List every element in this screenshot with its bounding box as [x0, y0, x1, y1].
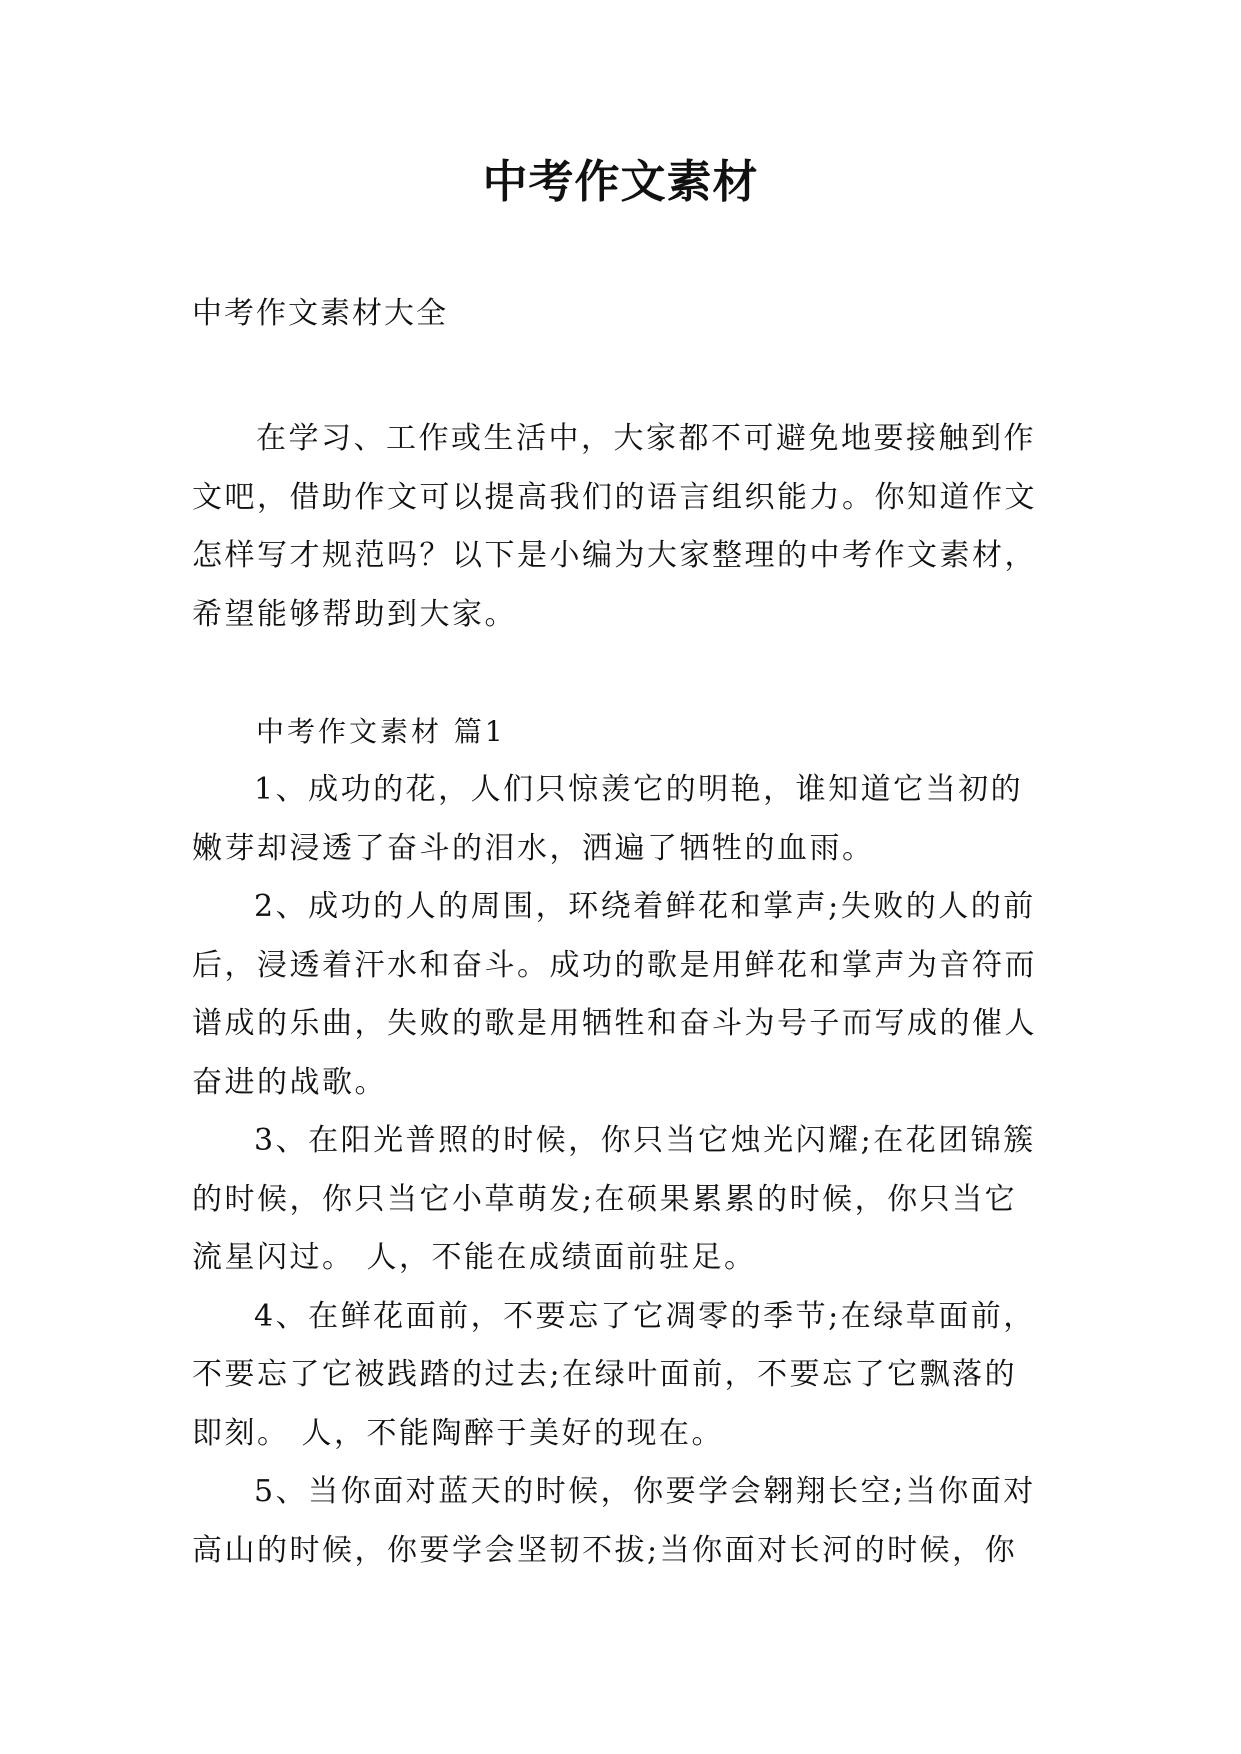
- item-line: 后，浸透着汗水和奋斗。成功的歌是用鲜花和掌声为音符而: [192, 947, 1037, 983]
- intro-paragraph: [192, 410, 1054, 644]
- item-line: 不要忘了它被践踏的过去;在绿叶面前，不要忘了它飘落的: [192, 1357, 1018, 1392]
- document-title: 中考作文素材: [482, 155, 759, 208]
- intro-line: 怎样写才规范吗？以下是小编为大家整理的中考作文素材，: [192, 538, 1037, 573]
- item-line: 5、当你面对蓝天的时候，你要学会翱翔长空;当你面对: [254, 1474, 1036, 1509]
- list-item: [192, 1463, 1054, 1580]
- item-line: 1、成功的花，人们只惊羡它的明艳，谁知道它当初的: [254, 772, 1024, 807]
- item-line: 3、在阳光普照的时候，你只当它烛光闪耀;在花团锦簇: [254, 1123, 1036, 1158]
- list-item: [192, 1112, 1054, 1288]
- paragraph-gap: [192, 644, 1054, 703]
- item-line: 奋进的战歌。: [192, 1064, 387, 1100]
- item-line: 高山的时候，你要学会坚韧不拔;当你面对长河的时候，你: [192, 1532, 1018, 1568]
- list-item: [192, 1288, 1054, 1464]
- section-heading: 中考作文素材 篇1: [256, 714, 506, 748]
- item-line: 谱成的乐曲，失败的歌是用牺牲和奋斗为号子而写成的催人: [192, 1006, 1037, 1041]
- item-line: 的时候，你只当它小草萌发;在硕果累累的时候，你只当它: [192, 1181, 1018, 1217]
- list-item: [192, 761, 1054, 878]
- item-line: 流星闪过。 人，不能在成绩面前驻足。: [192, 1240, 757, 1275]
- item-line: 2、成功的人的周围，环绕着鲜花和掌声;失败的人的前: [254, 889, 1036, 924]
- intro-line: 希望能够帮助到大家。: [192, 596, 517, 632]
- item-line: 4、在鲜花面前，不要忘了它凋零的季节;在绿草面前，: [254, 1298, 1036, 1334]
- list-item: [192, 878, 1054, 1112]
- document-subtitle: 中考作文素材大全: [192, 296, 448, 331]
- intro-line: 在学习、工作或生活中，大家都不可避免地要接触到作: [256, 421, 1036, 456]
- item-line: 即刻。 人，不能陶醉于美好的现在。: [192, 1415, 725, 1451]
- item-line: 嫩芽却浸透了奋斗的泪水，洒遍了牺牲的血雨。: [192, 830, 875, 866]
- document-body: [192, 410, 1054, 1580]
- intro-line: 文吧，借助作文可以提高我们的语言组织能力。你知道作文: [192, 479, 1037, 515]
